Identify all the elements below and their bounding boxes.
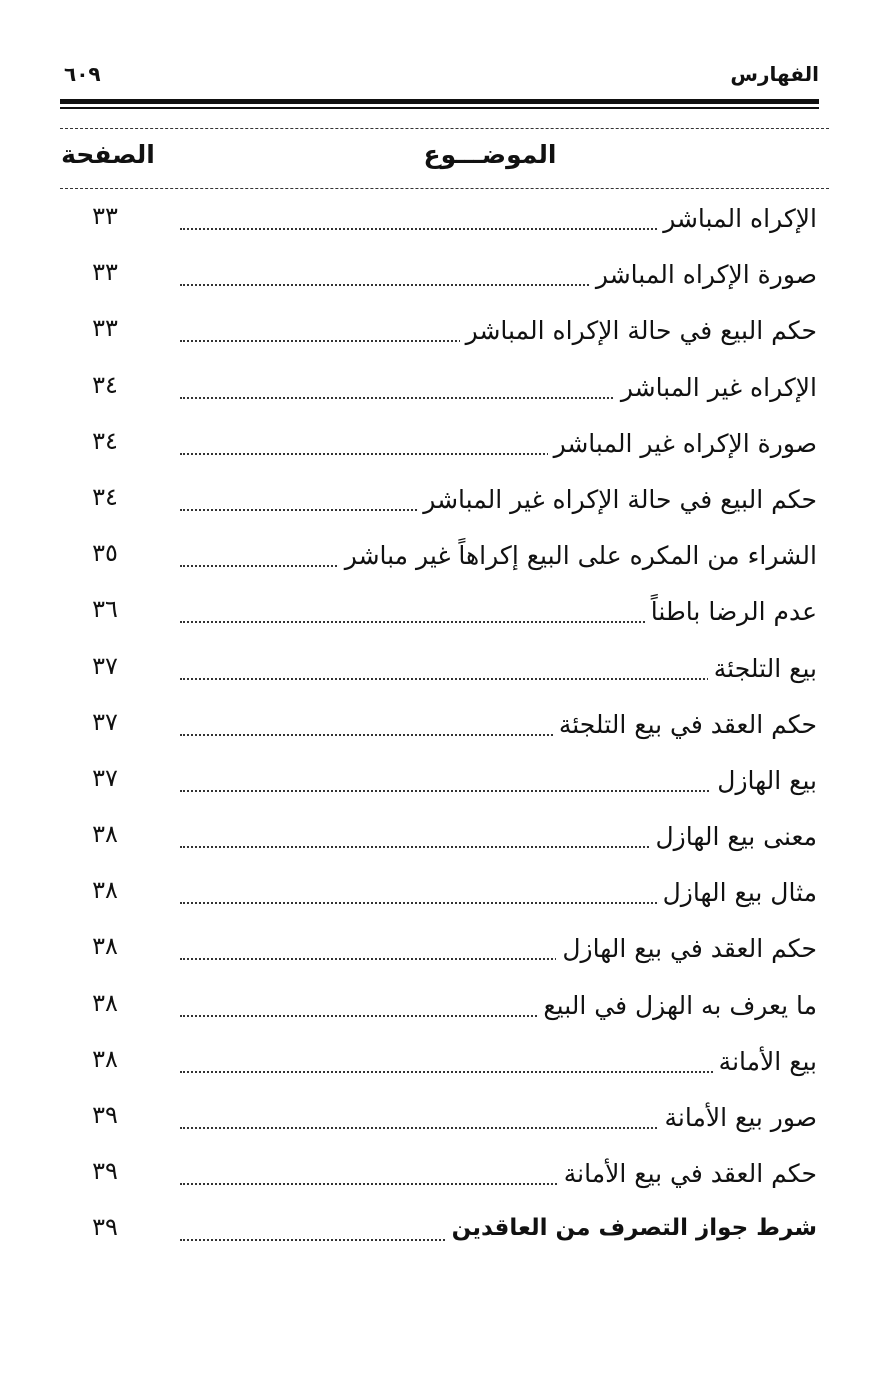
toc-entry-title: بيع التلجئة bbox=[708, 654, 817, 683]
toc-entry-page: ٣٨ bbox=[92, 988, 118, 1017]
toc-row bbox=[0, 1039, 879, 1095]
toc-entry-title: حكم العقد في بيع التلجئة bbox=[553, 710, 817, 739]
page-number: ٦٠٩ bbox=[64, 62, 101, 86]
toc-row bbox=[0, 702, 879, 758]
toc-entry-page: ٣٨ bbox=[92, 820, 118, 849]
toc-row bbox=[0, 1095, 879, 1151]
toc-entry-title: حكم البيع في حالة الإكراه غير المباشر bbox=[417, 485, 817, 514]
toc-entry-page: ٣٥ bbox=[92, 539, 118, 568]
toc-entry-title: معنى بيع الهازل bbox=[650, 822, 817, 851]
toc-row bbox=[0, 421, 879, 477]
toc-row bbox=[0, 196, 879, 252]
toc-entry-title: حكم العقد في بيع الهازل bbox=[556, 934, 817, 963]
toc-row bbox=[0, 870, 879, 926]
toc-entry-page: ٣٣ bbox=[92, 202, 118, 230]
toc-entry-title: ما يعرف به الهزل في البيع bbox=[537, 991, 817, 1020]
toc-entry-title: صورة الإكراه المباشر bbox=[590, 260, 817, 289]
toc-entry-page: ٣٩ bbox=[92, 1101, 118, 1129]
toc-entry-title: بيع الهازل bbox=[711, 766, 817, 795]
column-header-bottom-divider bbox=[60, 188, 829, 189]
toc-entry-title: حكم البيع في حالة الإكراه المباشر bbox=[460, 316, 817, 345]
toc-entry-title: مثال بيع الهازل bbox=[657, 878, 817, 907]
toc-row bbox=[0, 308, 879, 364]
column-header-top-divider bbox=[60, 128, 829, 129]
toc-entry-page: ٣٧ bbox=[92, 707, 118, 736]
toc-entry-page: ٣٤ bbox=[92, 370, 118, 399]
toc-entry-page: ٣٣ bbox=[92, 258, 118, 287]
page-header bbox=[60, 62, 819, 96]
toc-entry-page: ٣٤ bbox=[92, 426, 118, 455]
page-column-header: الصفحة bbox=[61, 140, 155, 169]
toc-entry-page: ٣٨ bbox=[92, 932, 118, 961]
toc-row bbox=[0, 814, 879, 870]
toc-row bbox=[0, 1207, 879, 1263]
toc-row bbox=[0, 646, 879, 702]
header-rule-thin bbox=[60, 107, 819, 109]
toc-entry-title: الإكراه غير المباشر bbox=[615, 373, 817, 402]
topic-column-header: الموضـــوع bbox=[423, 140, 557, 169]
toc-entry-page: ٣٦ bbox=[92, 595, 118, 624]
running-header-title: الفهارس bbox=[730, 62, 819, 86]
toc-row bbox=[0, 758, 879, 814]
toc-entry-title: شرط جواز التصرف من العاقدين bbox=[446, 1215, 817, 1241]
toc-entry-page: ٣٨ bbox=[92, 1044, 118, 1073]
toc-entry-title: صور بيع الأمانة bbox=[659, 1103, 818, 1132]
toc-list bbox=[0, 196, 879, 1264]
toc-entry-title: عدم الرضا باطناً bbox=[645, 597, 817, 626]
toc-entry-title: الشراء من المكره على البيع إكراهاً غير مباشر bbox=[339, 541, 817, 570]
toc-row bbox=[0, 926, 879, 982]
toc-row bbox=[0, 1151, 879, 1207]
toc-entry-title: بيع الأمانة bbox=[713, 1047, 817, 1076]
toc-entry-title: حكم العقد في بيع الأمانة bbox=[558, 1159, 817, 1188]
toc-entry-title: صورة الإكراه غير المباشر bbox=[548, 429, 817, 458]
toc-entry-title: الإكراه المباشر bbox=[657, 204, 817, 233]
toc-entry-page: ٣٧ bbox=[92, 763, 118, 792]
toc-entry-page: ٣٩ bbox=[92, 1157, 118, 1186]
toc-entry-page: ٣٩ bbox=[92, 1213, 118, 1242]
toc-entry-page: ٣٧ bbox=[92, 651, 118, 680]
toc-row bbox=[0, 983, 879, 1039]
toc-row bbox=[0, 252, 879, 308]
toc-row bbox=[0, 477, 879, 533]
toc-entry-page: ٣٣ bbox=[92, 314, 118, 343]
toc-row bbox=[0, 589, 879, 645]
toc-entry-page: ٣٤ bbox=[92, 482, 118, 511]
toc-entry-page: ٣٨ bbox=[92, 876, 118, 905]
toc-row bbox=[0, 533, 879, 589]
header-rule-thick bbox=[60, 99, 819, 104]
toc-row bbox=[0, 365, 879, 421]
